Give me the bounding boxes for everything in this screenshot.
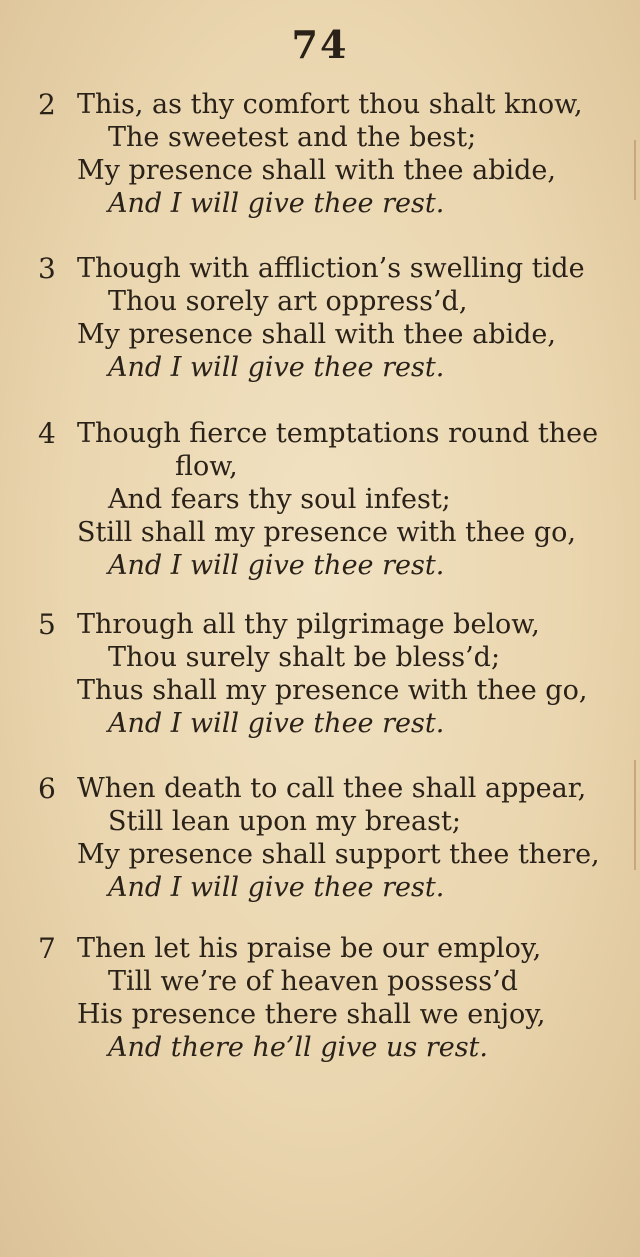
stanza-number: 6 (38, 772, 56, 805)
stanza-number: 3 (38, 252, 56, 285)
stanza-line: This, as thy comfort thou shalt know, (77, 89, 583, 120)
stanza-line: Though with affliction’s swelling tide (77, 253, 585, 284)
stanza-line: The sweetest and the best; (108, 122, 477, 153)
stanza-line: When death to call thee shall appear, (77, 773, 587, 804)
stanza-number: 5 (38, 608, 56, 641)
stanza-line: My presence shall with thee abide, (77, 319, 556, 350)
stanza-line: Still shall my presence with thee go, (77, 517, 577, 548)
stanza-refrain: And I will give thee rest. (108, 188, 445, 219)
stanza-line: And fears thy soul infest; (108, 484, 451, 515)
stanza-line: Through all thy pilgrimage below, (77, 609, 540, 640)
stanza-line: Thou sorely art oppress’d, (108, 286, 468, 317)
stanza-line-continuation: flow, (175, 451, 238, 482)
stanza-line: My presence shall with thee abide, (77, 155, 556, 186)
stanza-line: Then let his praise be our employ, (77, 933, 542, 964)
stanza-line: Though fierce temptations round thee (77, 418, 599, 449)
stanza-line: Still lean upon my breast; (108, 806, 461, 837)
page-edge-mark (634, 760, 636, 870)
page-edge-mark (634, 140, 636, 200)
stanza-line: Till we’re of heaven possess’d (108, 966, 518, 997)
stanza-refrain: And I will give thee rest. (108, 550, 445, 581)
stanza-refrain: And I will give thee rest. (108, 352, 445, 383)
stanza-number: 2 (38, 88, 56, 121)
stanza-line: Thou surely shalt be bless’d; (108, 642, 501, 673)
stanza-refrain: And I will give thee rest. (108, 708, 445, 739)
stanza-line: My presence shall support thee there, (77, 839, 600, 870)
stanza-refrain: And I will give thee rest. (108, 872, 445, 903)
stanza-line: His presence there shall we enjoy, (77, 999, 546, 1030)
page-number: 74 (291, 22, 349, 67)
stanza-number: 4 (38, 417, 56, 450)
stanza-refrain: And there he’ll give us rest. (108, 1032, 488, 1063)
stanza-line: Thus shall my presence with thee go, (77, 675, 588, 706)
stanza-number: 7 (38, 932, 56, 965)
